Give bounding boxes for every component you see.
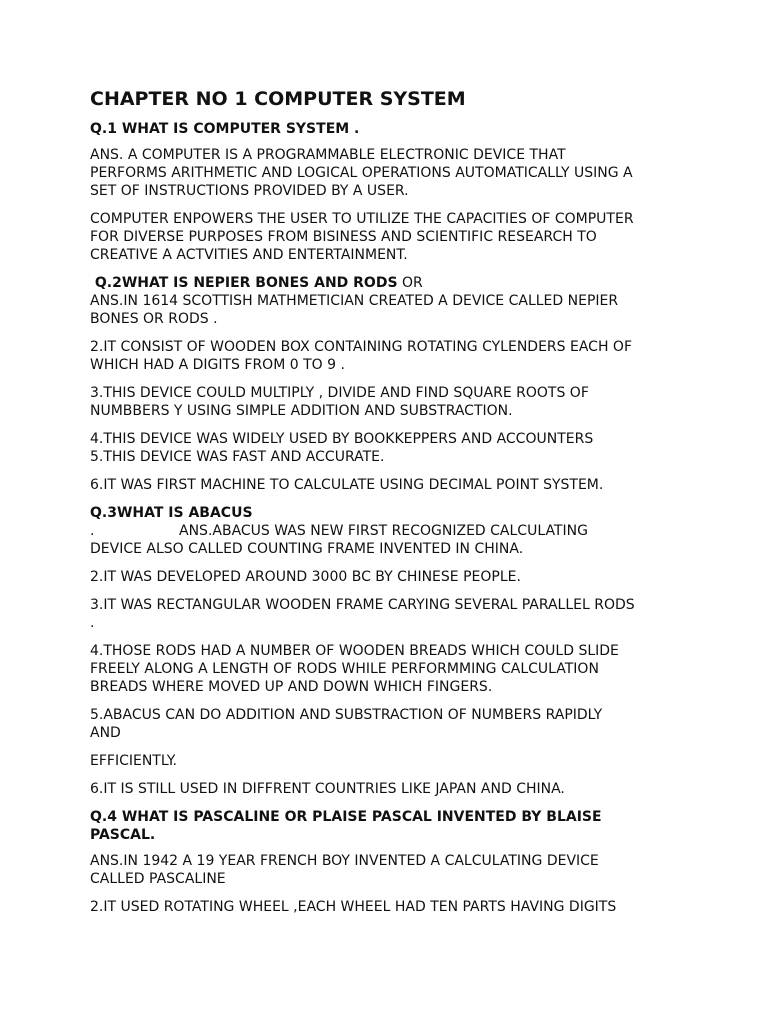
q3-answer-paragraph-5: 5.ABACUS CAN DO ADDITION AND SUBSTRACTION OF NUMBERS RAPIDLY AND <box>90 707 603 741</box>
q3-answer-paragraph-4: 4.THOSE RODS HAD A NUMBER OF WOODEN BREADS WHICH COULD SLIDE FREELY ALONG A LENGTH OF RODS WHILE PERFORMMING CALCULATION BREADS WHERE MOVED UP AND DOWN WHICH FINGERS. <box>90 643 619 695</box>
q2-answer-paragraph-3: 3.THIS DEVICE COULD MULTIPLY , DIVIDE AND FIND SQUARE ROOTS OF NUMBBERS Y USING SIMPLE ADDITION AND SUBSTRACTION. <box>90 385 589 419</box>
q2-answer-paragraph-2: 2.IT CONSIST OF WOODEN BOX CONTAINING ROTATING CYLENDERS EACH OF WHICH HAD A DIGITS FROM 0 TO 9 . <box>90 339 632 373</box>
question-1: Q.1 WHAT IS COMPUTER SYSTEM . <box>90 121 360 137</box>
question-2-suffix: OR <box>397 275 423 291</box>
question-2 <box>90 274 690 292</box>
q3-answer-paragraph-3: 3.IT WAS RECTANGULAR WOODEN FRAME CARYING SEVERAL PARALLEL RODS . <box>90 597 635 631</box>
question-3: Q.3WHAT IS ABACUS <box>90 505 253 521</box>
q2-answer-paragraph-1: ANS.IN 1614 SCOTTISH MATHMETICIAN CREATED A DEVICE CALLED NEPIER BONES OR RODS . <box>90 293 619 327</box>
q3-answer-paragraph-6: 6.IT IS STILL USED IN DIFFRENT COUNTRIES LIKE JAPAN AND CHINA. <box>90 781 565 797</box>
q4-answer-paragraph-1: ANS.IN 1942 A 19 YEAR FRENCH BOY INVENTED A CALCULATING DEVICE CALLED PASCALINE <box>90 853 599 887</box>
q3-answer-paragraph-1: . ANS.ABACUS WAS NEW FIRST RECOGNIZED CALCULATING DEVICE ALSO CALLED COUNTING FRAME INVENTED IN CHINA. <box>90 523 588 557</box>
q4-answer-paragraph-2: 2.IT USED ROTATING WHEEL ,EACH WHEEL HAD TEN PARTS HAVING DIGITS <box>90 899 617 915</box>
question-2-text: Q.2WHAT IS NEPIER BONES AND RODS <box>90 275 398 291</box>
q1-answer-paragraph-1: ANS. A COMPUTER IS A PROGRAMMABLE ELECTRONIC DEVICE THAT PERFORMS ARITHMETIC AND LOGICAL OPERATIONS AUTOMATICALLY USING A SET OF INSTRUCTIONS PROVIDED BY A USER. <box>90 147 633 199</box>
q2-answer-paragraph-4: 4.THIS DEVICE WAS WIDELY USED BY BOOKKEPPERS AND ACCOUNTERS 5.THIS DEVICE WAS FAST AND ACCURATE. <box>90 431 594 465</box>
document-page <box>90 86 690 926</box>
question-4: Q.4 WHAT IS PASCALINE OR PLAISE PASCAL INVENTED BY BLAISE PASCAL. <box>90 809 602 843</box>
chapter-title: CHAPTER NO 1 COMPUTER SYSTEM <box>90 88 466 110</box>
q3-answer-paragraph-2: 2.IT WAS DEVELOPED AROUND 3000 BC BY CHINESE PEOPLE. <box>90 569 521 585</box>
q2-answer-paragraph-6: 6.IT WAS FIRST MACHINE TO CALCULATE USING DECIMAL POINT SYSTEM. <box>90 477 604 493</box>
q1-answer-paragraph-2: COMPUTER ENPOWERS THE USER TO UTILIZE THE CAPACITIES OF COMPUTER FOR DIVERSE PURPOSES FROM BISINESS AND SCIENTIFIC RESEARCH TO CREATIVE A ACTVITIES AND ENTERTAINMENT. <box>90 211 634 263</box>
q3-answer-paragraph-5b: EFFICIENTLY. <box>90 753 177 769</box>
